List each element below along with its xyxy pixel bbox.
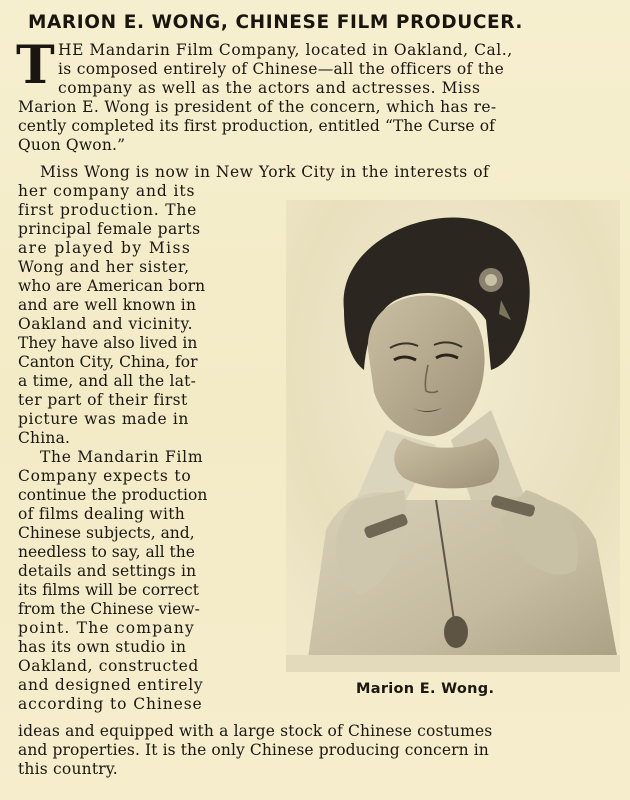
column-line: point. The company	[18, 619, 195, 637]
column-line: according to Chinese	[18, 695, 203, 713]
column-line: Wong and her sister,	[18, 258, 190, 276]
article-headline: MARION E. WONG, CHINESE FILM PRODUCER.	[28, 12, 524, 33]
paragraph2-lead-line: Miss Wong is now in New York City in the interests of	[40, 163, 490, 181]
paragraph1-line-6: Quon Qwon.”	[18, 136, 126, 154]
column-line: her company and its	[18, 182, 196, 200]
column-line: of films dealing with	[18, 505, 186, 523]
column-line: ter part of their first	[18, 391, 188, 409]
column-line: from the Chinese view-	[18, 600, 200, 618]
column-line: and are well known in	[18, 296, 197, 314]
paragraph1-line-1: HE Mandarin Film Company, located in Oakland, Cal.,	[58, 41, 513, 59]
closing-line-1: ideas and equipped with a large stock of Chinese costumes	[18, 722, 493, 740]
paragraph1-line-5: cently completed its first production, entitled “The Curse of	[18, 117, 495, 135]
column-line: China.	[18, 429, 71, 447]
column-line: are played by Miss	[18, 239, 192, 257]
paragraph1-line-2: is composed entirely of Chinese—all the officers of the	[58, 60, 505, 78]
photo-caption: Marion E. Wong.	[356, 681, 495, 697]
column-line: has its own studio in	[18, 638, 187, 656]
column-line: needless to say, all the	[18, 543, 195, 561]
column-line: picture was made in	[18, 410, 189, 428]
column-line: principal female parts	[18, 220, 201, 238]
column-line: The Mandarin Film	[40, 448, 204, 466]
paragraph1-line-3: company as well as the actors and actresses. Miss	[58, 79, 481, 97]
column-line: who are American born	[18, 277, 206, 295]
column-line: Oakland, constructed	[18, 657, 199, 675]
column-line: and designed entirely	[18, 676, 204, 694]
column-line: Chinese subjects, and,	[18, 524, 195, 542]
column-line: its films will be correct	[18, 581, 199, 599]
paragraph1-line-4: Marion E. Wong is president of the concern, which has re-	[18, 98, 497, 116]
drop-cap: T	[16, 35, 55, 96]
column-line: Company expects to	[18, 467, 192, 485]
column-line: Canton City, China, for	[18, 353, 198, 371]
column-line: details and settings in	[18, 562, 197, 580]
closing-line-2: and properties. It is the only Chinese producing concern in	[18, 741, 489, 759]
column-line: first production. The	[18, 201, 198, 219]
column-line: continue the production	[18, 486, 208, 504]
column-line: a time, and all the lat-	[18, 372, 197, 390]
closing-line-3: this country.	[18, 760, 118, 778]
column-line: Oakland and vicinity.	[18, 315, 194, 333]
portrait-photo	[286, 200, 620, 672]
column-line: They have also lived in	[18, 334, 198, 352]
